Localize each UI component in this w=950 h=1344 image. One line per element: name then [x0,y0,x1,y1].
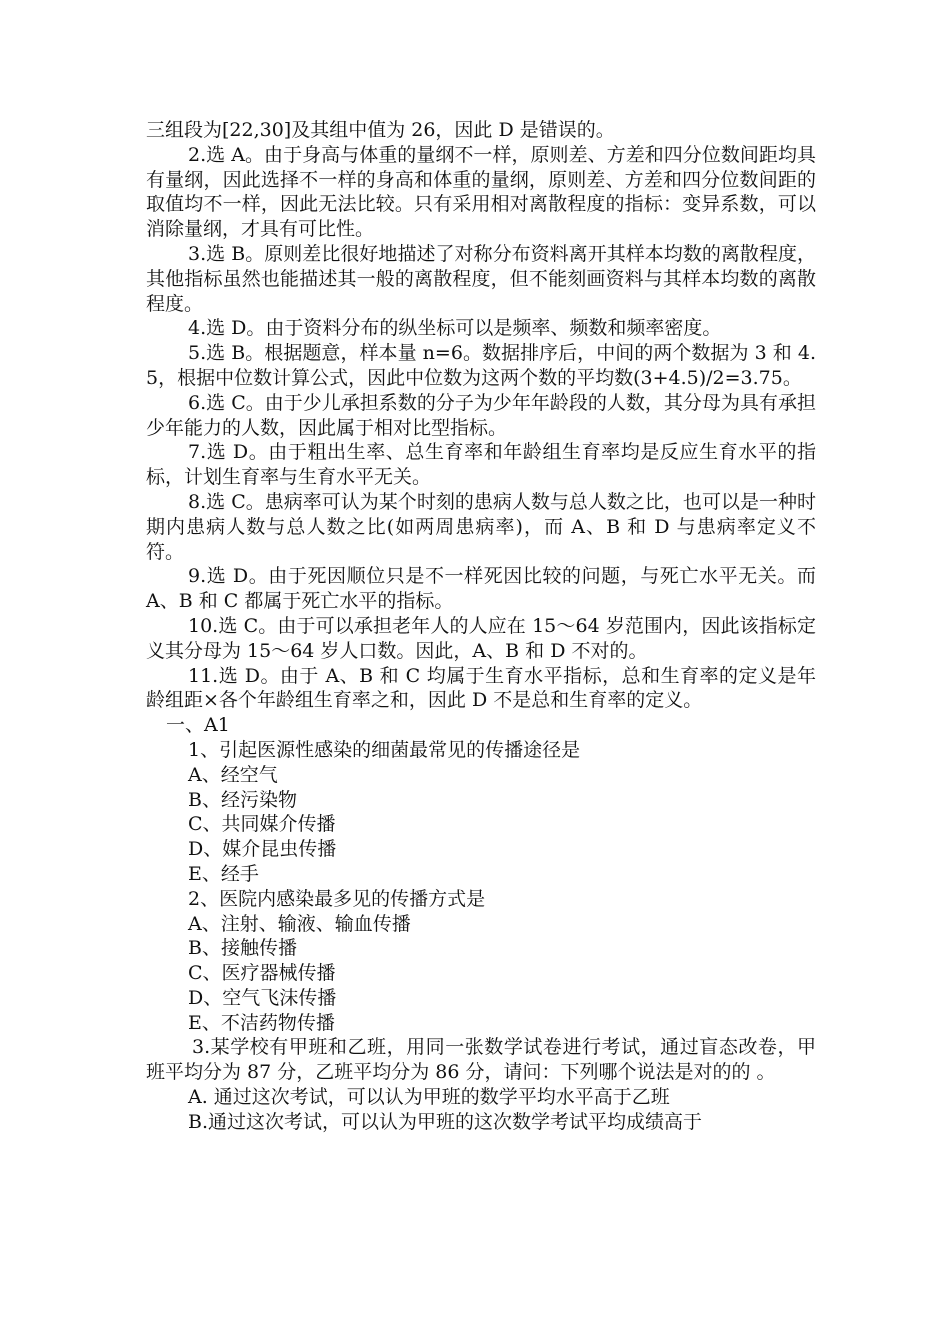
question-2-option-d: D、空气飞沫传播 [188,986,337,1009]
answer-explanation-4: 4.选 D。由于资料分布的纵坐标可以是频率、频数和频率密度。 [188,317,722,340]
question-3-option-a: A. 通过这次考试，可以认为甲班的数学平均水平高于乙班 [188,1086,670,1109]
question-2-option-b: B、接触传播 [188,937,297,960]
question-2-option-a: A、注射、输液、输血传播 [188,912,411,935]
answer-explanation-9: 9.选 D。由于死因顺位只是不一样死因比较的问题，与死亡水平无关。而 A、B 和 C 都属于死亡水平的指标。 [146,565,816,613]
document-body [146,118,816,1135]
question-1-option-b: B、经污染物 [188,788,297,811]
answer-explanation-10: 10.选 C。由于可以承担老年人的人应在 15～64 岁范围内，因此该指标定义其分母为 15～64 岁人口数。因此，A、B 和 D 不对的。 [146,614,816,662]
answer-explanation-3: 3.选 B。原则差比很好地描述了对称分布资料离开其样本均数的离散程度，其他指标虽然也能描述其一般的离散程度，但不能刻画资料与其样本均数的离散程度。 [146,242,816,315]
section-heading: 一、A1 [166,714,230,737]
question-3-option-b: B.通过这次考试，可以认为甲班的这次数学考试平均成绩高于 [188,1110,703,1133]
question-1-option-e: E、经手 [188,862,259,885]
question-2-option-e: E、不洁药物传播 [188,1011,335,1034]
question-1-stem: 1、引起医源性感染的细菌最常见的传播途径是 [188,738,581,761]
answer-explanation-8: 8.选 C。患病率可认为某个时刻的患病人数与总人数之比，也可以是一种时期内患病人数与总人数之比(如两周患病率)，而 A、B 和 D 与患病率定义不符。 [146,490,816,563]
question-2-stem: 2、医院内感染最多见的传播方式是 [188,887,486,910]
answer-explanation-11: 11.选 D。由于 A、B 和 C 均属于生育水平指标，总和生育率的定义是年龄组距×各个年龄组生育率之和，因此 D 不是总和生育率的定义。 [146,664,816,712]
question-2-option-c: C、医疗器械传播 [188,962,336,985]
question-1-option-d: D、媒介昆虫传播 [188,838,337,861]
answer-explanation-5: 5.选 B。根据题意，样本量 n=6。数据排序后，中间的两个数据为 3 和 4.5，根据中位数计算公式，因此中位数为这两个数的平均数(3+4.5)/2=3.75。 [146,342,816,389]
answer-explanation-7: 7.选 D。由于粗出生率、总生育率和年龄组生育率均是反应生育水平的指标，计划生育率与生育水平无关。 [146,441,816,489]
question-3-stem: 3.某学校有甲班和乙班，用同一张数学试卷进行考试，通过盲态改卷，甲班平均分为 87 分，乙班平均分为 86 分，请问：下列哪个说法是对的的 。 [146,1036,816,1084]
answer-explanation-continued: 三组段为[22,30]及其组中值为 26，因此 D 是错误的。 [146,119,615,141]
answer-explanation-6: 6.选 C。由于少儿承担系数的分子为少年年龄段的人数，其分母为具有承担少年能力的人数，因此属于相对比型指标。 [146,391,816,439]
question-1-option-c: C、共同媒介传播 [188,813,336,836]
question-1-option-a: A、经空气 [188,763,278,786]
answer-explanation-2: 2.选 A。由于身高与体重的量纲不一样，原则差、方差和四分位数间距均具有量纲，因此选择不一样的身高和体重的量纲，原则差、方差和四分位数间距的取值均不一样，因此无法比较。只有采用相对离散程度的指标：变异系数，可以消除量纲，才具有可比性。 [146,143,816,241]
